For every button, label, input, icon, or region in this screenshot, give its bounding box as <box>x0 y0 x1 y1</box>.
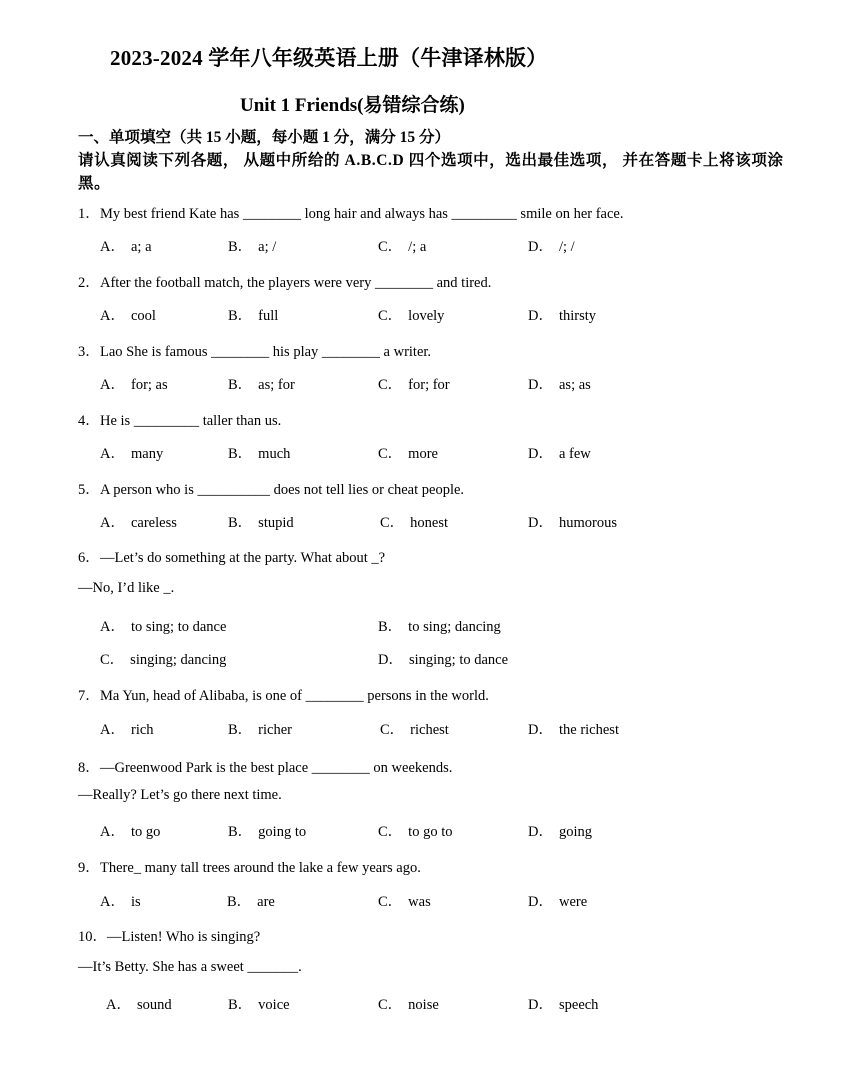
option-a[interactable]: A． careless <box>100 515 177 531</box>
option-a[interactable]: A． is <box>100 894 141 910</box>
section-heading: 一、单项填空（共 15 小题，每小题 1 分，满分 15 分） <box>78 129 451 146</box>
option-c[interactable]: C． singing; dancing <box>100 652 227 668</box>
question-7 <box>78 684 489 705</box>
question-text: There_ many tall trees around the lake a few years ago. <box>100 860 421 876</box>
question-number: 1． <box>78 206 100 222</box>
question-text: After the football match, the players were very ________ and tired. <box>100 275 492 291</box>
question-text: A person who is __________ does not tell lies or cheat people. <box>100 482 465 498</box>
question-number: 6． <box>78 550 100 566</box>
option-b[interactable]: B． a; / <box>228 239 277 255</box>
question-number: 4． <box>78 413 100 429</box>
option-b[interactable]: B． to sing; dancing <box>378 619 501 635</box>
option-b[interactable]: B． richer <box>228 722 292 738</box>
option-d[interactable]: D． /; / <box>528 239 575 255</box>
dialogue-reply: —It’s Betty. She has a sweet _______. <box>78 959 302 975</box>
option-c[interactable]: C． richest <box>380 722 449 738</box>
option-c[interactable]: C． to go to <box>378 824 453 840</box>
option-a[interactable]: A． rich <box>100 722 154 738</box>
option-b[interactable]: B． voice <box>228 997 290 1013</box>
option-c[interactable]: C． noise <box>378 997 439 1013</box>
option-d[interactable]: D． as; as <box>528 377 591 393</box>
option-d[interactable]: D． going <box>528 824 593 840</box>
question-number: 10． <box>78 929 107 945</box>
question-text: —Let’s do something at the party. What about _? <box>100 550 386 566</box>
option-a[interactable]: A． for; as <box>100 377 168 393</box>
question-number: 7． <box>78 688 100 704</box>
option-b[interactable]: B． stupid <box>228 515 294 531</box>
option-b[interactable]: B． going to <box>228 824 307 840</box>
question-number: 9． <box>78 860 100 876</box>
option-d[interactable]: D． speech <box>528 997 599 1013</box>
question-text: He is _________ taller than us. <box>100 413 282 429</box>
dialogue-reply: —No, I’d like _. <box>78 580 175 596</box>
option-d[interactable]: D． a few <box>528 446 591 462</box>
question-text: Ma Yun, head of Alibaba, is one of ________ persons in the world. <box>100 688 489 704</box>
question-1 <box>78 202 624 223</box>
option-c[interactable]: C． more <box>378 446 438 462</box>
question-3 <box>78 340 431 361</box>
option-d[interactable]: D． were <box>528 894 588 910</box>
option-d[interactable]: D． the richest <box>528 722 619 738</box>
option-b[interactable]: B． much <box>228 446 291 462</box>
section-instructions: 请认真阅读下列各题， 从题中所给的 A.B.C.D 四个选项中，选出最佳选项， 并在答题卡上将该项涂黑。 <box>78 152 784 192</box>
option-d[interactable]: D． humorous <box>528 515 617 531</box>
option-c[interactable]: C． /; a <box>378 239 427 255</box>
question-number: 3． <box>78 344 100 360</box>
option-c[interactable]: C． lovely <box>378 308 445 324</box>
question-9 <box>78 856 421 877</box>
question-number: 2． <box>78 275 100 291</box>
option-a[interactable]: A． many <box>100 446 164 462</box>
option-c[interactable]: C． honest <box>380 515 449 531</box>
question-number: 5． <box>78 482 100 498</box>
question-6 <box>78 546 385 567</box>
option-d[interactable]: D． singing; to dance <box>378 652 509 668</box>
option-b[interactable]: B． are <box>227 894 275 910</box>
question-text: My best friend Kate has ________ long hair and always has _________ smile on her face. <box>100 206 624 222</box>
question-text: —Greenwood Park is the best place ________ on weekends. <box>100 760 453 776</box>
question-4 <box>78 409 281 430</box>
option-a[interactable]: A． sound <box>106 997 172 1013</box>
option-a[interactable]: A． a; a <box>100 239 152 255</box>
question-8 <box>78 756 452 777</box>
option-c[interactable]: C． was <box>378 894 431 910</box>
option-a[interactable]: A． to go <box>100 824 161 840</box>
unit-subtitle: Unit 1 Friends(易错综合练) <box>240 95 465 116</box>
question-text: —Listen! Who is singing? <box>107 929 261 945</box>
question-10 <box>78 925 260 946</box>
option-b[interactable]: B． as; for <box>228 377 295 393</box>
option-a[interactable]: A． to sing; to dance <box>100 619 227 635</box>
option-d[interactable]: D． thirsty <box>528 308 597 324</box>
document-title: 2023-2024 学年八年级英语上册（牛津译林版） <box>110 46 548 70</box>
option-b[interactable]: B． full <box>228 308 279 324</box>
question-2 <box>78 271 491 292</box>
dialogue-reply: —Really? Let’s go there next time. <box>78 787 282 803</box>
question-number: 8． <box>78 760 100 776</box>
option-a[interactable]: A． cool <box>100 308 156 324</box>
option-c[interactable]: C． for; for <box>378 377 450 393</box>
question-5 <box>78 478 464 499</box>
question-text: Lao She is famous ________ his play ________ a writer. <box>100 344 432 360</box>
